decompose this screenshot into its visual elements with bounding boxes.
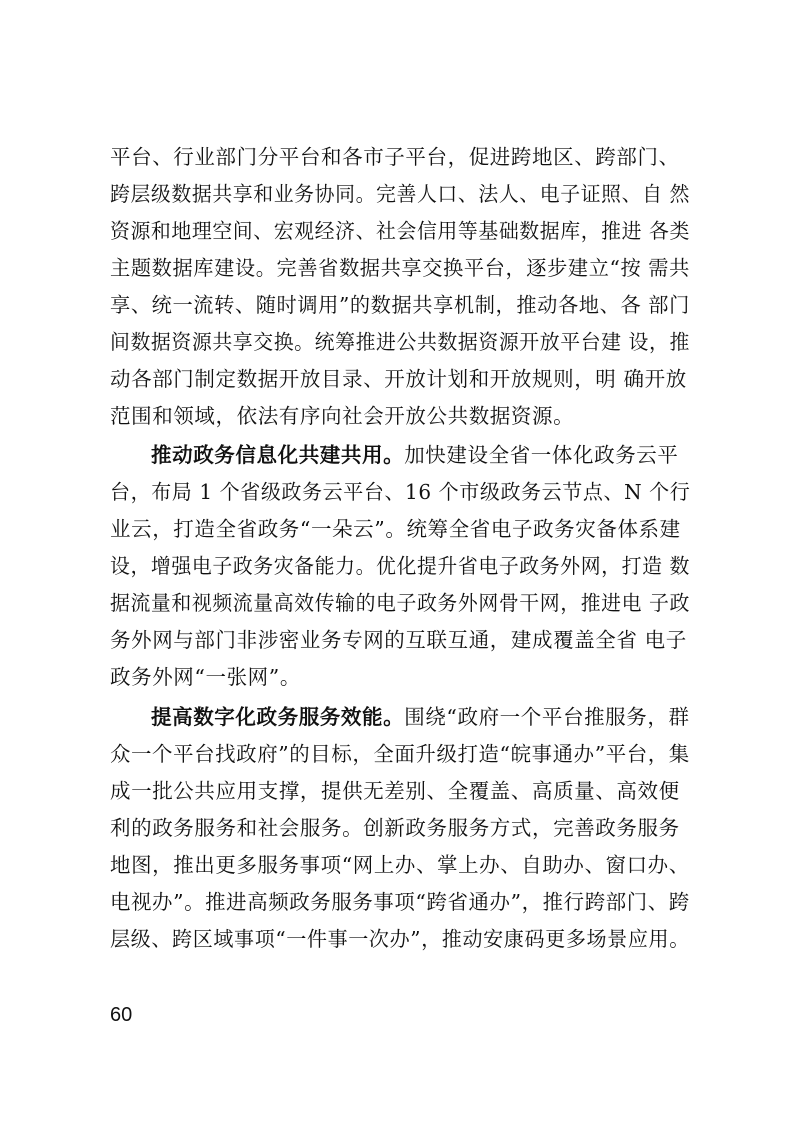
- text-line: 跨层级数据共享和业务协同。完善人口、法人、电子证照、自 然: [110, 182, 690, 206]
- text-line: [151, 438, 679, 472]
- text-line: 业云，打造全省政务“一朵云”。统筹全省电子政务灾备体系建: [110, 517, 681, 541]
- text-line: 台，布局 1 个省级政务云平台、16 个市级政务云节点、N 个行: [110, 480, 691, 504]
- text-line: 利的政务服务和社会服务。创新政务服务方式，完善政务服务: [110, 816, 680, 840]
- text-line: 平台、行业部门分平台和各市子平台，促进跨地区、跨部门、: [110, 145, 680, 169]
- text-line: 动各部门制定数据开放目录、开放计划和开放规则，明 确开放: [110, 367, 687, 391]
- paragraph-heading: 提高数字化政务服务效能。: [151, 705, 405, 729]
- page-number: 60: [110, 1004, 133, 1026]
- text-line: 地图，推出更多服务事项“网上办、掌上办、自助办、窗口办、: [110, 853, 690, 877]
- text-line: 主题数据库建设。完善省数据共享交换平台，逐步建立“按 需共: [110, 256, 690, 280]
- text-line: 务外网与部门非涉密业务专网的互联互通，建成覆盖全省 电子: [110, 628, 687, 652]
- text-line: 成一批公共应用支撑，提供无差别、全覆盖、高质量、高效便: [110, 779, 680, 803]
- text-run: 围绕“政府一个平台推服务，群: [404, 705, 690, 729]
- text-run: 加快建设全省一体化政务云平: [404, 443, 679, 467]
- text-line: 设，增强电子政务灾备能力。优化提升省电子政务外网，打造 数: [110, 554, 690, 578]
- text-line: 范围和领域，依法有序向社会开放公共数据资源。: [110, 404, 575, 428]
- text-line: 电视办”。推进高频政务服务事项“跨省通办”，推行跨部门、跨: [110, 890, 690, 914]
- paragraph-heading: 推动政务信息化共建共用。: [151, 443, 405, 467]
- text-line: [151, 700, 690, 734]
- text-line: 众一个平台找政府”的目标，全面升级打造“皖事通办”平台，集: [110, 742, 690, 766]
- text-line: 政务外网“一张网”。: [110, 665, 301, 689]
- text-line: 间数据资源共享交换。统筹推进公共数据资源开放平台建 设，推: [110, 330, 690, 354]
- text-line: 层级、跨区域事项“一件事一次办”，推动安康码更多场景应用。: [110, 927, 690, 951]
- text-line: 享、统一流转、随时调用”的数据共享机制，推动各地、各 部门: [110, 293, 690, 317]
- text-line: 据流量和视频流量高效传输的电子政务外网骨干网，推进电 子政: [110, 591, 690, 615]
- text-line: 资源和地理空间、宏观经济、社会信用等基础数据库，推进 各类: [110, 219, 690, 243]
